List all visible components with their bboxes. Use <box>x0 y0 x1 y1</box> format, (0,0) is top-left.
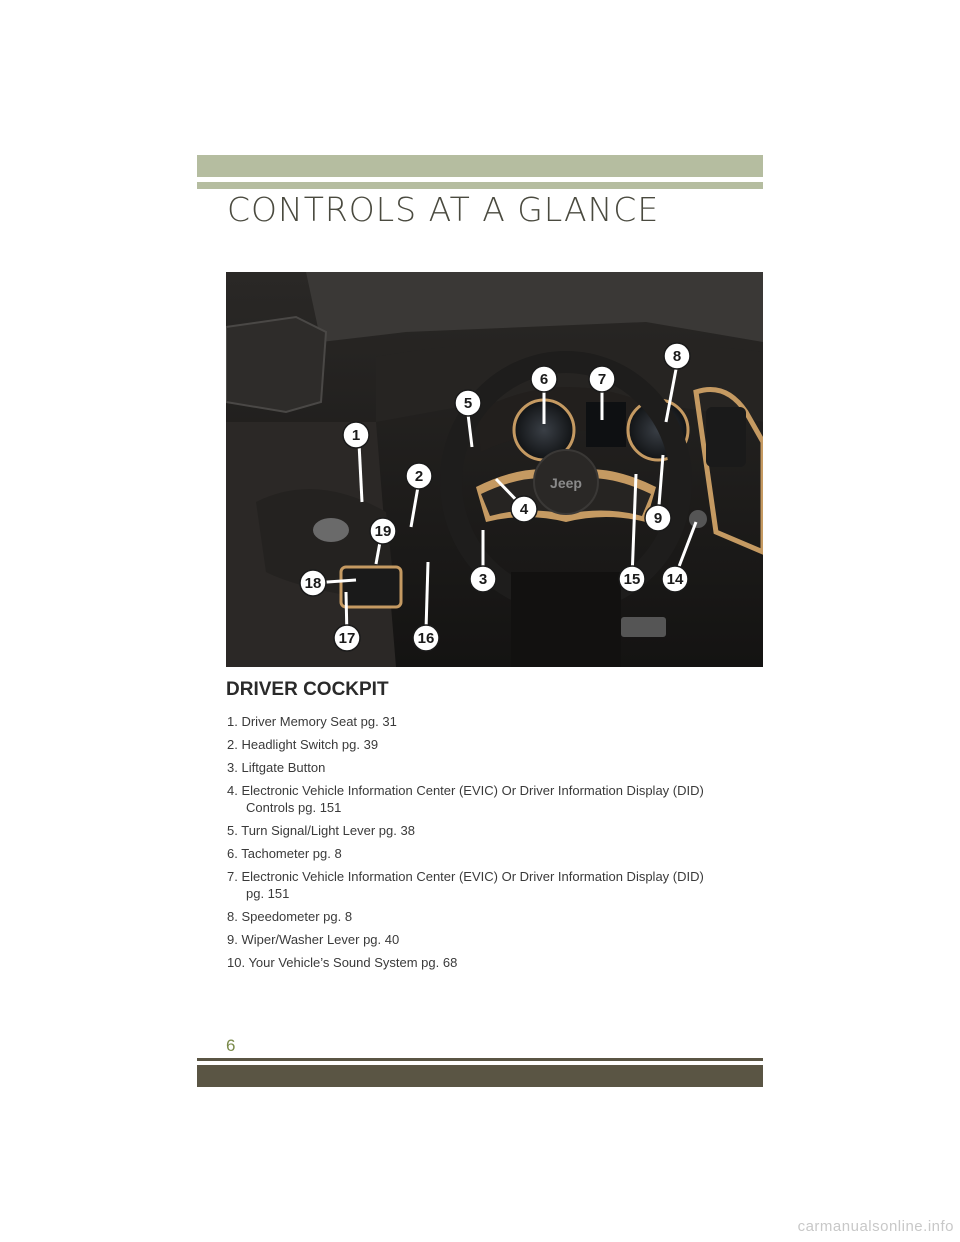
callout-4 <box>511 496 537 522</box>
svg-text:1: 1 <box>351 427 361 444</box>
callout-16 <box>413 625 439 651</box>
list-item: 5. Turn Signal/Light Lever pg. 38 <box>227 823 415 838</box>
callout-18 <box>300 570 326 596</box>
callout-2 <box>406 463 432 489</box>
page-title: CONTROLS AT A GLANCE <box>227 190 660 229</box>
callout-9 <box>645 505 671 531</box>
driver-cockpit-photo <box>226 272 763 667</box>
svg-text:17: 17 <box>338 630 356 647</box>
list-item: 7. Electronic Vehicle Information Center (EVIC) Or Driver Information Display (DID) pg. 151 <box>227 869 704 901</box>
list-item: 2. Headlight Switch pg. 39 <box>227 737 379 752</box>
callout-8 <box>664 343 690 369</box>
svg-text:19: 19 <box>374 523 392 540</box>
section-heading: DRIVER COCKPIT <box>226 679 389 700</box>
jeep-logo: Jeep <box>550 475 582 491</box>
svg-text:2: 2 <box>414 468 424 485</box>
page-number: 6 <box>226 1036 236 1055</box>
callout-7 <box>589 366 615 392</box>
footer-band <box>197 1065 763 1087</box>
callout-6 <box>531 366 557 392</box>
list-item: 6. Tachometer pg. 8 <box>227 846 342 861</box>
controls-list <box>227 713 767 977</box>
svg-text:6: 6 <box>539 371 549 388</box>
list-item: 8. Speedometer pg. 8 <box>227 909 353 924</box>
svg-text:16: 16 <box>417 630 435 647</box>
svg-text:8: 8 <box>672 348 682 365</box>
svg-text:18: 18 <box>304 575 322 592</box>
header-rule <box>197 182 763 189</box>
footer-rule <box>197 1058 763 1061</box>
header-band <box>197 155 763 177</box>
svg-text:15: 15 <box>623 571 641 588</box>
callout-5 <box>455 390 481 416</box>
list-item: 1. Driver Memory Seat pg. 31 <box>227 714 397 729</box>
list-item: 3. Liftgate Button <box>227 760 326 775</box>
svg-text:4: 4 <box>519 501 529 518</box>
list-item: 9. Wiper/Washer Lever pg. 40 <box>227 932 400 947</box>
svg-text:3: 3 <box>478 571 488 588</box>
svg-text:7: 7 <box>597 371 607 388</box>
callout-3 <box>470 566 496 592</box>
callout-14 <box>662 566 688 592</box>
watermark: carmanualsonline.info <box>797 1218 954 1235</box>
list-item: 10. Your Vehicle’s Sound System pg. 68 <box>227 955 458 970</box>
svg-text:9: 9 <box>653 510 663 527</box>
list-item: 4. Electronic Vehicle Information Center (EVIC) Or Driver Information Display (DID) Controls pg. 151 <box>227 783 704 815</box>
callout-19 <box>370 518 396 544</box>
callout-1 <box>343 422 369 448</box>
svg-text:14: 14 <box>666 571 684 588</box>
svg-text:5: 5 <box>463 395 473 412</box>
callout-15 <box>619 566 645 592</box>
callout-17 <box>334 625 360 651</box>
